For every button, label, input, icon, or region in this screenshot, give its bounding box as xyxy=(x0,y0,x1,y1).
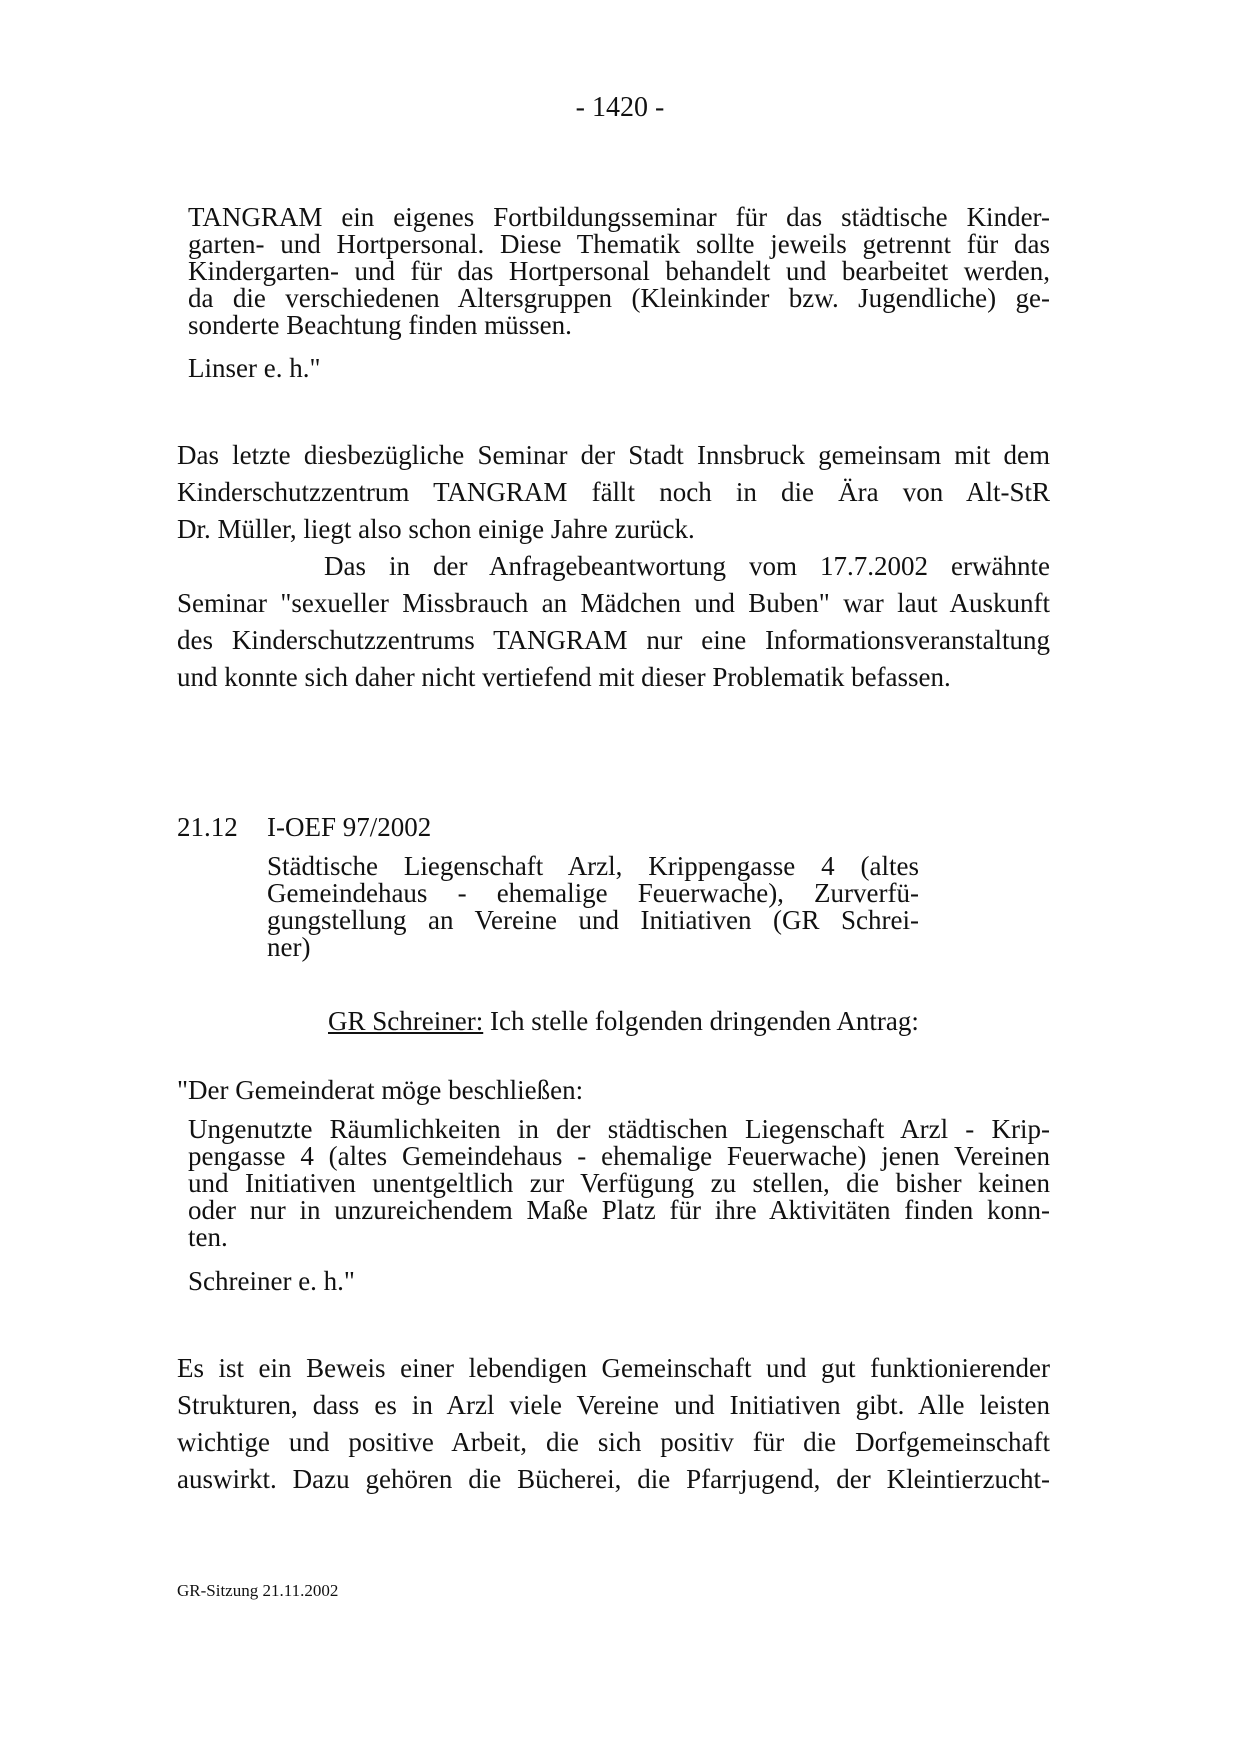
paragraph-line: Kinderschutzzentrum TANGRAM fällt noch in die Ära von Alt-StR xyxy=(177,477,1050,507)
item-title xyxy=(267,853,919,961)
paragraph-line: des Kinderschutzzentrums TANGRAM nur eine Informationsveranstaltung xyxy=(177,625,1050,655)
paragraph-line: Das letzte diesbezügliche Seminar der Stadt Innsbruck gemeinsam mit dem xyxy=(177,440,1050,470)
paragraph-line: und konnte sich daher nicht vertiefend mit dieser Problematik befassen. xyxy=(177,662,951,692)
text-line: und Initiativen unentgeltlich zur Verfügung zu stellen, die bisher keinen xyxy=(188,1168,1050,1198)
text-line: TANGRAM ein eigenes Fortbildungsseminar für das städtische Kinder- xyxy=(188,202,1050,232)
motion-signature: Schreiner e. h." xyxy=(188,1266,355,1296)
text-line: pengasse 4 (altes Gemeindehaus - ehemalige Feuerwache) jenen Vereinen xyxy=(188,1141,1050,1171)
paragraph-line: Das in der Anfragebeantwortung vom 17.7.2002 erwähnte xyxy=(324,551,1050,581)
paragraph-line: auswirkt. Dazu gehören die Bücherei, die Pfarrjugend, der Kleintierzucht- xyxy=(177,1464,1050,1494)
paragraph-line: Strukturen, dass es in Arzl viele Vereine und Initiativen gibt. Alle leisten xyxy=(177,1390,1050,1420)
motion-block xyxy=(188,1116,1050,1251)
text-line: oder nur in unzureichendem Maße Platz für ihre Aktivitäten finden konn- xyxy=(188,1195,1050,1225)
title-line: Gemeindehaus - ehemalige Feuerwache), Zurverfü- xyxy=(267,878,919,908)
item-number: 21.12 xyxy=(177,812,238,842)
footer-session-date: GR-Sitzung 21.11.2002 xyxy=(177,1581,339,1600)
text-line: Ungenutzte Räumlichkeiten in der städtischen Liegenschaft Arzl - Krip- xyxy=(188,1114,1050,1144)
item-code: I-OEF 97/2002 xyxy=(267,812,432,842)
page-number: - 1420 - xyxy=(575,92,665,123)
title-line: gungstellung an Vereine und Initiativen (GR Schrei- xyxy=(267,905,919,935)
text-line: garten- und Hortpersonal. Diese Thematik sollte jeweils getrennt für das xyxy=(188,229,1050,259)
quote-signature: Linser e. h." xyxy=(188,353,321,383)
paragraph-line: Dr. Müller, liegt also schon einige Jahre zurück. xyxy=(177,514,695,544)
title-line: ner) xyxy=(267,932,311,962)
title-line: Städtische Liegenschaft Arzl, Krippengasse 4 (altes xyxy=(267,851,919,881)
text-line: ten. xyxy=(188,1222,228,1252)
text-line: da die verschiedenen Altersgruppen (Kleinkinder bzw. Jugendliche) ge- xyxy=(188,283,1050,313)
quote-block-tangram xyxy=(188,204,1050,339)
paragraph-line: wichtige und positive Arbeit, die sich positiv für die Dorfgemeinschaft xyxy=(177,1427,1050,1457)
paragraph-line: Es ist ein Beweis einer lebendigen Gemeinschaft und gut funktionierender xyxy=(177,1353,1050,1383)
text-line: Kindergarten- und für das Hortpersonal behandelt und bearbeitet werden, xyxy=(188,256,1050,286)
speaker-text: Ich stelle folgenden dringenden Antrag: xyxy=(483,1006,919,1036)
paragraph-line: Seminar "sexueller Missbrauch an Mädchen und Buben" war laut Auskunft xyxy=(177,588,1050,618)
speaker-row xyxy=(328,1006,919,1037)
motion-intro: "Der Gemeinderat möge beschließen: xyxy=(177,1075,584,1105)
speaker-name: GR Schreiner: xyxy=(328,1006,484,1036)
text-line: sonderte Beachtung finden müssen. xyxy=(188,310,572,340)
